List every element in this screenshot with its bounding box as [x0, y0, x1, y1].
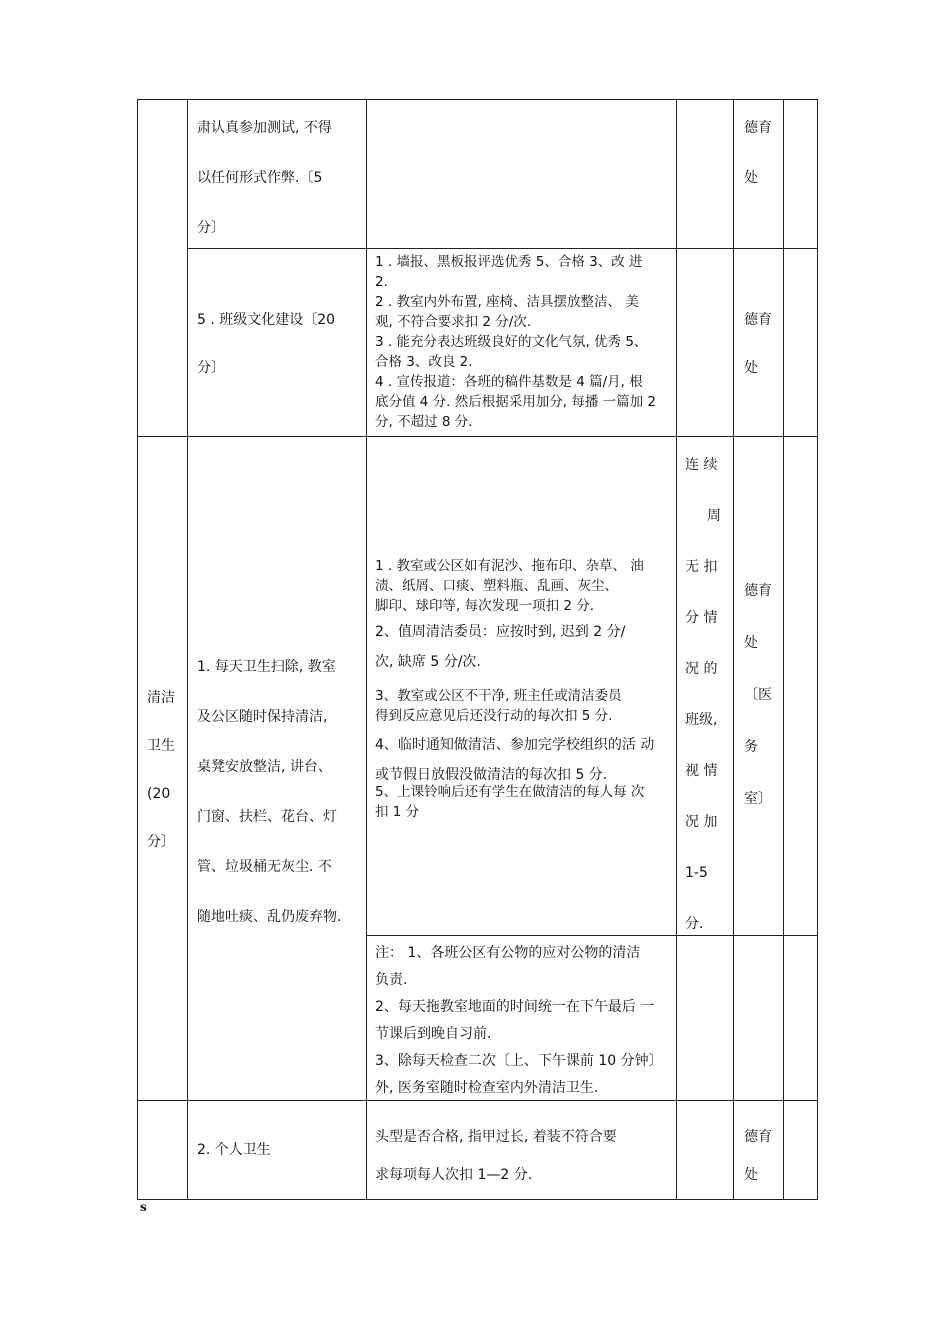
item-text: 2. 个人卫生 — [197, 1142, 271, 1158]
department-text: 德育 处 — [744, 1129, 772, 1183]
column-divider — [733, 99, 734, 1200]
table-border-left — [137, 99, 138, 1200]
scoring-rules: 2、值周清洁委员：应按时到, 迟到 2 分/ 次, 缺席 5 分/次. — [375, 624, 626, 670]
department-text: 德育 处 〔医 务 室〕 — [744, 583, 772, 807]
department-text: 德育 处 — [744, 312, 772, 376]
scoring-rules: 4、临时通知做清洁、参加完学校组织的活 动 或节假日放假没做清洁的每次扣 5 分. — [375, 737, 655, 783]
item-text: 5 . 班级文化建设〔20 分〕 — [197, 312, 336, 376]
column-divider — [187, 99, 188, 1200]
note-text: 注： 1、各班公区有公物的应对公物的清洁 负责. 2、每天拖教室地面的时间统一在下午最后 一 节课后到晚自习前. 3、除每天检查二次〔上、下午课前 10 分钟〕 外, 医务室随时检查室内外清洁卫生. — [375, 945, 663, 1096]
scoring-rules: 5、上课铃响后还有学生在做清洁的每人每 次 扣 1 分 — [375, 784, 645, 820]
column-divider — [366, 99, 367, 1200]
table-border-bottom — [137, 1199, 818, 1200]
scoring-rules: 头型是否合格, 指甲过长, 着装不符合要 求每项每人次扣 1—2 分. — [375, 1129, 617, 1183]
item-text: 肃认真参加测试, 不得 以任何形式作弊.〔5 分〕 — [197, 120, 332, 236]
department-text: 德育 处 — [744, 120, 772, 186]
table-border-right — [817, 99, 818, 1200]
column-divider — [783, 99, 784, 1200]
category-text: 清洁 卫生 (20 分〕 — [147, 690, 175, 850]
item-text: 1. 每天卫生扫除, 教室 及公区随时保持清洁, 桌凳安放整洁, 讲台、 门窗、扶栏、花台、灯 管、垃圾桶无灰尘. 不 随地吐痰、乱仍废弃物. — [197, 659, 342, 925]
row-divider — [137, 436, 818, 437]
scoring-rules: 3、教室或公区不干净, 班主任或清洁委员 得到反应意见后还没行动的每次扣 5 分. — [375, 688, 622, 724]
scoring-rules: 1 . 教室或公区如有泥沙、拖布印、杂草、 油 渍、纸屑、口痰、塑料瓶、乱画、灰尘、 脚印、球印等, 每次发现一项扣 2 分. — [375, 558, 644, 614]
row-divider — [366, 935, 818, 936]
table-border-top — [137, 99, 818, 100]
scoring-rules: 1 . 墙报、黑板报评选优秀 5、合格 3、改 进 2. 2 . 教室内外布置, 座椅、洁具摆放整洁、 美 观, 不符合要求扣 2 分/次. 3 . 能充分表达班级良好的文化气氛, 优秀 5、 合格 3、改良 2. 4 . 宣传报道：各班的稿件基数是 4 篇/月, 根 底分值 4 分. 然后根据采用加分, 每播 一篇加 2 分, 不超过 8 分. — [375, 254, 657, 430]
bonus-text: 连 续 周 无 扣 分 情 况 的 班级, 视 情 况 加 1-5 分. — [685, 457, 721, 932]
footer-mark: s — [140, 1200, 147, 1214]
